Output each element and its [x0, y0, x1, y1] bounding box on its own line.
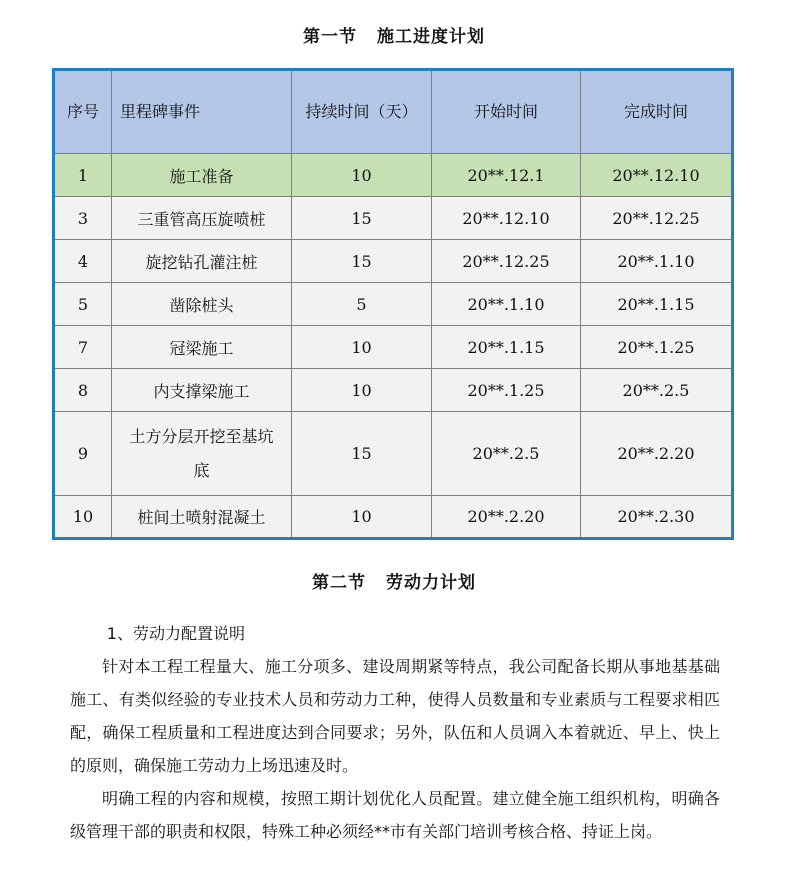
- cell-end: 20**.1.15: [581, 283, 733, 326]
- table-row: [54, 326, 733, 369]
- cell-seq: 1: [54, 154, 112, 197]
- cell-event: 三重管高压旋喷桩: [112, 197, 292, 240]
- cell-seq: 8: [54, 369, 112, 412]
- paragraph-2: 明确工程的内容和规模，按照工期计划优化人员配置。建立健全施工组织机构，明确各级管理干部的职责和权限，特殊工种必须经**市有关部门培训考核合格、持证上岗。: [70, 789, 720, 841]
- table-row: [54, 154, 733, 197]
- cell-end: 20**.2.30: [581, 496, 733, 539]
- header-seq: 序号: [54, 70, 112, 154]
- header-end: 完成时间: [581, 70, 733, 154]
- cell-event: 内支撑梁施工: [112, 369, 292, 412]
- cell-seq: 5: [54, 283, 112, 326]
- paragraph-1: 针对本工程工程量大、施工分项多、建设周期紧等特点，我公司配备长期从事地基基础施工、有类似经验的专业技术人员和劳动力工种，使得人员数量和专业素质与工程要求相匹配，确保工程质量和工程进度达到合同要求；另外，队伍和人员调入本着就近、早上、快上的原则，确保施工劳动力上场迅速及时。: [70, 657, 720, 775]
- table-row: [54, 283, 733, 326]
- cell-duration: 10: [292, 496, 432, 539]
- cell-end: 20**.1.10: [581, 240, 733, 283]
- cell-seq: 9: [54, 412, 112, 496]
- cell-event: 冠梁施工: [112, 326, 292, 369]
- cell-seq: 3: [54, 197, 112, 240]
- cell-seq: 10: [54, 496, 112, 539]
- cell-duration: 5: [292, 283, 432, 326]
- table-row: [54, 240, 733, 283]
- table-row: [54, 412, 733, 496]
- subsection-heading: 1、劳动力配置说明: [106, 624, 245, 643]
- cell-duration: 15: [292, 240, 432, 283]
- cell-start: 20**.2.5: [432, 412, 581, 496]
- cell-end: 20**.2.5: [581, 369, 733, 412]
- cell-seq: 7: [54, 326, 112, 369]
- cell-end: 20**.1.25: [581, 326, 733, 369]
- table-row: [54, 197, 733, 240]
- header-milestone: 里程碑事件: [112, 70, 292, 154]
- cell-event: 凿除桩头: [112, 283, 292, 326]
- table-header-row: [54, 70, 733, 154]
- cell-event: 旋挖钻孔灌注桩: [112, 240, 292, 283]
- section-2-number: 第二节: [312, 573, 366, 593]
- section-1-title: [0, 22, 788, 47]
- cell-duration: 15: [292, 197, 432, 240]
- cell-event: 施工准备: [112, 154, 292, 197]
- cell-event: 土方分层开挖至基坑底: [112, 412, 292, 496]
- cell-duration: 15: [292, 412, 432, 496]
- body-text: [70, 617, 720, 848]
- schedule-table: [52, 68, 734, 540]
- section-2-title: [0, 568, 788, 593]
- cell-duration: 10: [292, 326, 432, 369]
- section-1-heading: 施工进度计划: [377, 27, 485, 47]
- cell-duration: 10: [292, 369, 432, 412]
- header-duration: 持续时间（天）: [292, 70, 432, 154]
- cell-start: 20**.12.1: [432, 154, 581, 197]
- cell-start: 20**.2.20: [432, 496, 581, 539]
- cell-start: 20**.1.25: [432, 369, 581, 412]
- cell-end: 20**.12.10: [581, 154, 733, 197]
- cell-start: 20**.12.25: [432, 240, 581, 283]
- section-2-heading: 劳动力计划: [386, 573, 476, 593]
- table-row: [54, 496, 733, 539]
- header-start: 开始时间: [432, 70, 581, 154]
- cell-duration: 10: [292, 154, 432, 197]
- section-1-number: 第一节: [303, 27, 357, 47]
- cell-event: 桩间土喷射混凝土: [112, 496, 292, 539]
- table-row: [54, 369, 733, 412]
- cell-start: 20**.1.10: [432, 283, 581, 326]
- cell-start: 20**.1.15: [432, 326, 581, 369]
- cell-end: 20**.2.20: [581, 412, 733, 496]
- cell-start: 20**.12.10: [432, 197, 581, 240]
- cell-end: 20**.12.25: [581, 197, 733, 240]
- cell-seq: 4: [54, 240, 112, 283]
